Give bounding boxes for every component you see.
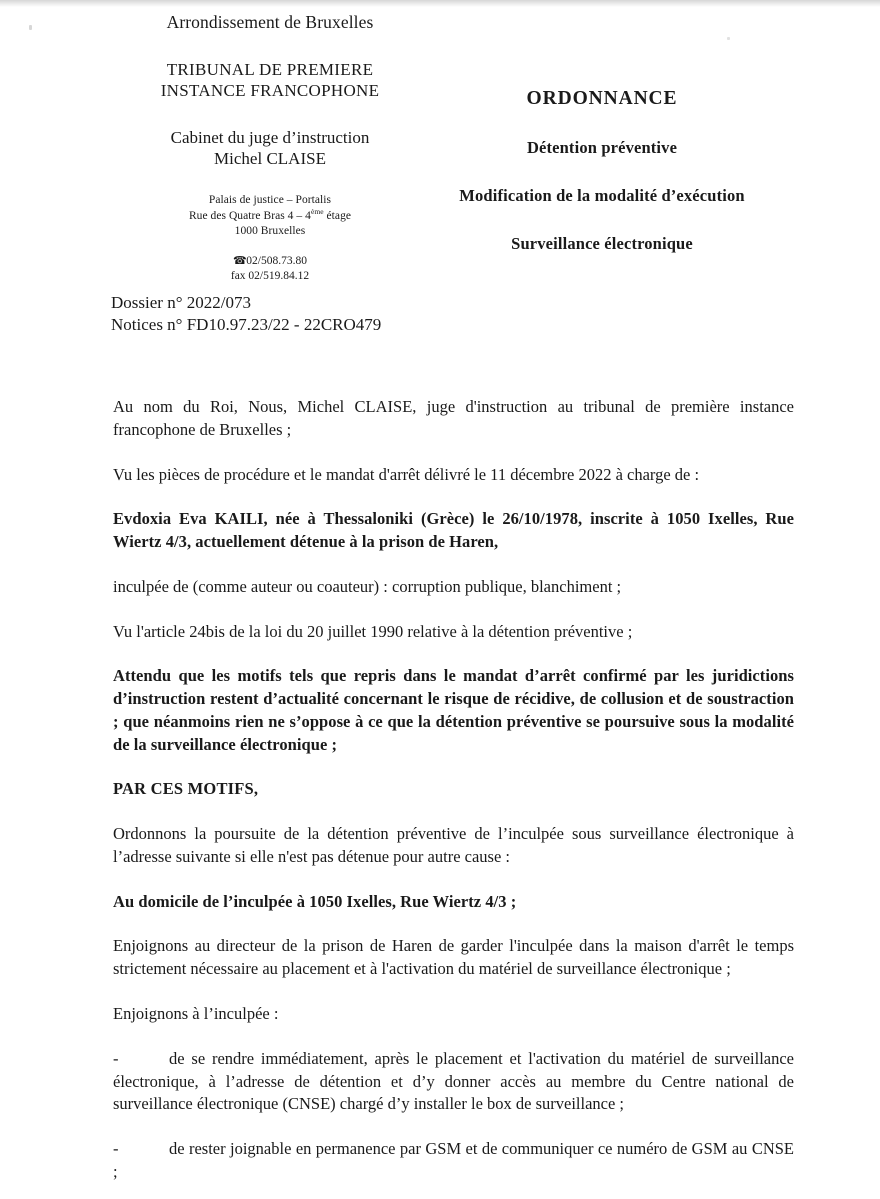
paragraph-charges: inculpée de (comme auteur ou coauteur) : corruption publique, blanchiment ; [113,576,622,596]
list-item-2 [113,1138,794,1184]
phone-number: 02/508.73.80 [246,255,307,268]
court-name-line-2: INSTANCE FRANCOPHONE [160,81,380,101]
paragraph-vu-article: Vu l'article 24bis de la loi du 20 juillet 1990 relative à la détention préventive ; [113,621,633,641]
list-item-2-text: de rester joignable en permanence par GSM et de communiquer ce numéro de GSM au CNSE ; [113,1139,794,1181]
judge-cabinet [110,127,430,170]
ordinance-subtitle-detention: Détention préventive [526,138,678,157]
paragraph-domicile: Au domicile de l’inculpée à 1050 Ixelles, Rue Wiertz 4/3 ; [113,891,517,911]
list-item-1-text: de se rendre immédiatement, après le placement et l'activation du matériel de surveillance électronique, à l’adresse de détention et d’y donner accès au membre du Centre national de surveillance électronique (CNSE) chargé d’y installer le box de surveillance ; [113,1048,794,1114]
list-item-1 [113,1048,794,1116]
notices-number: Notices n° FD10.97.23/22 - 22CRO479 [111,315,382,335]
paragraph-vu-pieces: Vu les pièces de procédure et le mandat d'arrêt délivré le 11 décembre 2022 à charge de : [113,464,700,484]
address-street: Rue des Quatre Bras 4 – 4 [188,209,311,222]
document-body [113,396,794,1184]
court-address [110,193,430,239]
district-line: Arrondissement de Bruxelles [166,12,374,32]
case-reference-block [111,292,381,336]
address-line-1: Palais de justice – Portalis [208,194,332,207]
court-contact [110,254,430,285]
fax-line: fax 02/519.84.12 [230,270,310,283]
address-line-3: 1000 Bruxelles [234,224,306,237]
ordinance-title-block [432,88,772,254]
paragraph-intro: Au nom du Roi, Nous, Michel CLAISE, juge d'instruction au tribunal de première instance francophone de Bruxelles ; [113,397,794,439]
phone-line [110,254,430,269]
paragraph-attendu: Attendu que les motifs tels que repris dans le mandat d’arrêt confirmé par les juridictions d’instruction restent d’actualité concernant le risque de récidive, de collusion et de soustraction ; que néanmoins rien ne s’oppose à ce que la détention préventive se poursuive sous la modalité de la surveillance électronique ; [113,666,794,754]
heading-par-ces-motifs: PAR CES MOTIFS, [113,779,259,799]
telephone-icon: ☎ [233,254,247,268]
court-name-line-1: TRIBUNAL DE PREMIERE [166,60,374,80]
address-floor-ordinal: ème [310,206,324,216]
list-dash-marker: - [113,1048,119,1068]
address-floor-word: étage [323,209,352,222]
paragraph-accused-identity: Evdoxia Eva KAILI, née à Thessaloniki (Grèce) le 26/10/1978, inscrite à 1050 Ixelles, Rue Wiertz 4/3, actuellement détenue à la prison de Haren, [113,509,794,552]
paragraph-ordonnons: Ordonnons la poursuite de la détention préventive de l’inculpée sous surveillance électronique à l’adresse suivante si elle n'est pas détenue pour autre cause : [113,824,794,866]
address-line-2 [110,206,430,224]
ordinance-subtitle-surveillance: Surveillance électronique [511,234,693,253]
list-dash-marker: - [113,1139,119,1159]
ordinance-subtitle-modification: Modification de la modalité d’exécution [459,186,745,205]
ordinance-title: ORDONNANCE [526,88,678,109]
court-identification-block [110,12,430,285]
document-header [0,0,880,283]
cabinet-label: Cabinet du juge d’instruction [170,127,370,147]
court-name [110,59,430,101]
paragraph-enjoignons-directeur: Enjoignons au directeur de la prison de Haren de garder l'inculpée dans la maison d'arrêt le temps strictement nécessaire au placement et à l'activation du matériel de surveillance électronique ; [113,936,794,979]
judge-name: Michel CLAISE [214,148,326,168]
dossier-number: Dossier n° 2022/073 [111,293,251,312]
paragraph-enjoignons-inculpee: Enjoignons à l’inculpée : [113,1004,279,1024]
